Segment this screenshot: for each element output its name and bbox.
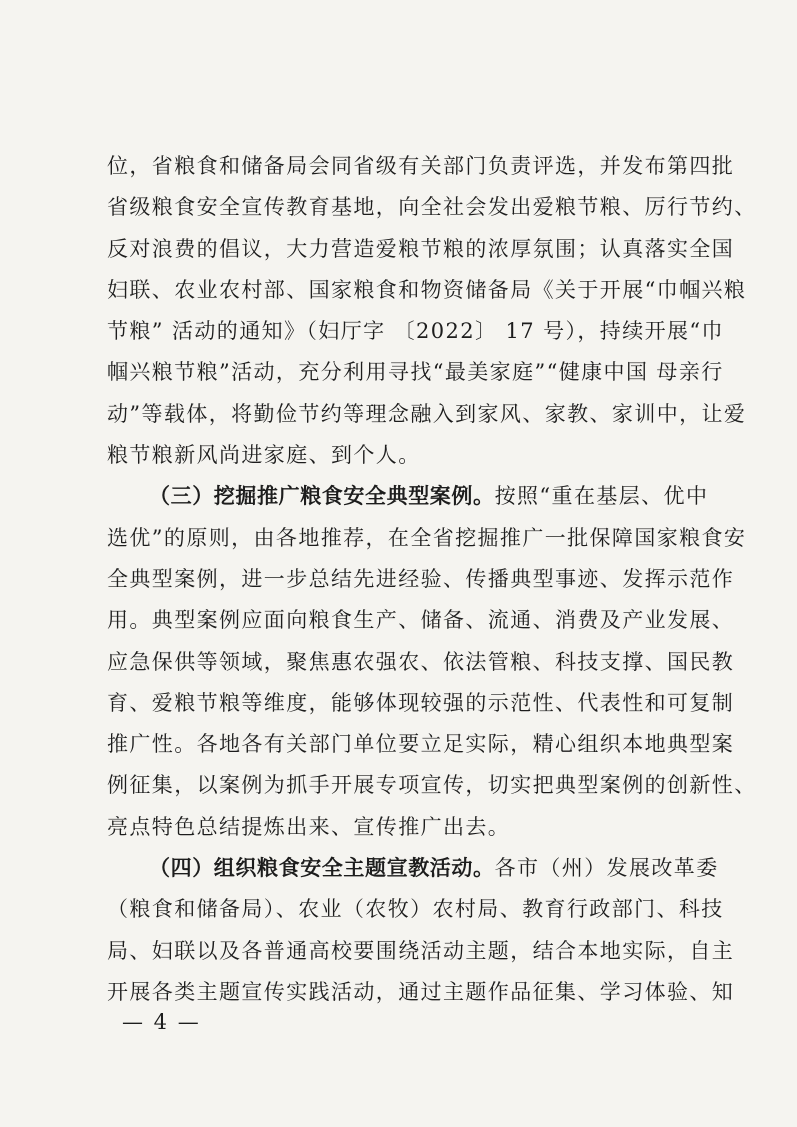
text-line: 妇联、农业农村部、国家粮食和物资储备局《关于开展“巾帼兴粮 — [107, 277, 747, 302]
text-line: 帼兴粮节粮”活动，充分利用寻找“最美家庭”“健康中国 母亲行 — [107, 360, 724, 385]
text-line: 反对浪费的倡议，大力营造爱粮节粮的浓厚氛围；认真落实全国 — [107, 236, 735, 261]
section-4-paragraph — [107, 848, 735, 1013]
text-line: 省级粮食安全宣传教育基地，向全社会发出爱粮节粮、厉行节约、 — [107, 195, 757, 220]
section-3-heading: （三）挖掘推广粮食安全典型案例。 — [149, 484, 495, 509]
text-line: 位，省粮食和储备局会同省级有关部门负责评选，并发布第四批 — [107, 154, 735, 178]
section-3-first-line — [107, 476, 707, 517]
section-3-first-line-text: 按照“重在基层、优中 — [494, 484, 709, 509]
text-line: 例征集，以案例为抓手开展专项宣传，切实把典型案例的创新性、 — [107, 773, 757, 798]
text-line: 局、妇联以及各普通高校要围绕活动主题，结合本地实际，自主 — [107, 938, 735, 963]
paragraph-continuation — [107, 146, 757, 476]
text-line: 育、爱粮节粮等维度，能够体现较强的示范性、代表性和可复制 — [107, 690, 735, 715]
text-line: 开展各类主题宣传实践活动，通过主题作品征集、学习体验、知 — [107, 979, 735, 1004]
body-text — [107, 146, 757, 1013]
text-line: 粮节粮新风尚进家庭、到个人。 — [107, 443, 421, 468]
page-number: — 4 — — [122, 1010, 201, 1034]
text-line: 全典型案例，进一步总结先进经验、传播典型事迹、发挥示范作 — [107, 566, 735, 591]
text-line: 应急保供等领域，聚焦惠农强农、依法管粮、科技支撑、国民教 — [107, 649, 735, 674]
text-line: 用。典型案例应面向粮食生产、储备、流通、消费及产业发展、 — [107, 608, 735, 633]
section-4-first-line — [107, 848, 719, 889]
section-4-first-line-text: 各市（州）发展改革委 — [494, 856, 719, 881]
section-3-paragraph — [107, 476, 757, 848]
text-line: （粮食和储备局）、农业（农牧）农村局、教育行政部门、科技 — [107, 897, 724, 922]
text-line: 亮点特色总结提炼出来、宣传推广出去。 — [107, 814, 511, 839]
text-line: 推广性。各地各有关部门单位要立足实际，精心组织本地典型案 — [107, 732, 735, 757]
text-line: 动”等载体，将勤俭节约等理念融入到家风、家教、家训中，让爱 — [107, 401, 747, 426]
text-line: 选优”的原则，由各地推荐，在全省挖掘推广一批保障国家粮食安 — [107, 525, 747, 550]
text-line: 节粮” 活动的通知》（妇厅字 〔2022〕 17 号），持续开展“巾 — [107, 319, 724, 344]
section-4-heading: （四）组织粮食安全主题宣教活动。 — [149, 856, 495, 881]
